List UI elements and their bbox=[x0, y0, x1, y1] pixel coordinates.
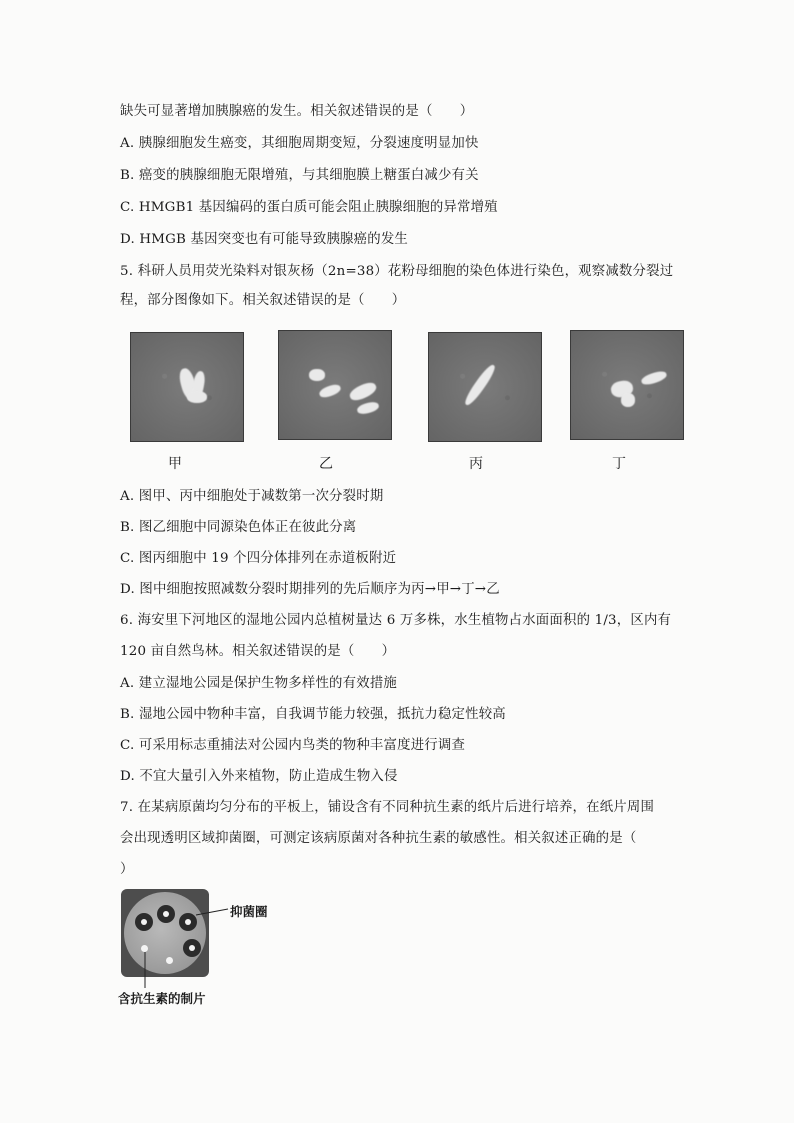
question-6-line-2: 120 亩自然鸟林。相关叙述错误的是（ ） bbox=[120, 644, 396, 659]
micrograph-ding bbox=[570, 330, 684, 440]
question-7-line-1: 7. 在某病原菌均匀分布的平板上，铺设含有不同种抗生素的纸片后进行培养，在纸片周围 bbox=[120, 800, 655, 815]
question-6-line-1: 6. 海安里下河地区的湿地公园内总植树量达 6 万多株，水生植物占水面面积的 1/3，区内有 bbox=[120, 613, 672, 628]
option-a-q5: A. 图甲、丙中细胞处于减数第一次分裂时期 bbox=[120, 489, 384, 504]
option-b-q6: B. 湿地公园中物种丰富，自我调节能力较强，抵抗力稳定性较高 bbox=[120, 707, 506, 722]
micrograph-yi bbox=[278, 330, 392, 440]
antibiotic-disc bbox=[166, 957, 173, 964]
antibiotic-disc bbox=[141, 945, 148, 952]
option-b-q5: B. 图乙细胞中同源染色体正在彼此分离 bbox=[120, 520, 357, 535]
option-b-q4: B. 癌变的胰腺细胞无限增殖，与其细胞膜上糖蛋白减少有关 bbox=[120, 168, 479, 183]
inhibition-zone bbox=[183, 939, 201, 957]
text-line-1: 缺失可显著增加胰腺癌的发生。相关叙述错误的是（ ） bbox=[120, 104, 474, 119]
question-5-line-2: 程，部分图像如下。相关叙述错误的是（ ） bbox=[120, 293, 406, 308]
option-c-q4: C. HMGB1 基因编码的蛋白质可能会阻止胰腺细胞的异常增殖 bbox=[120, 200, 498, 215]
inhibition-zone bbox=[157, 905, 175, 923]
option-d-q6: D. 不宜大量引入外来植物，防止造成生物入侵 bbox=[120, 769, 398, 784]
label-yi: 乙 bbox=[319, 456, 333, 472]
label-antibiotic-disc: 含抗生素的制片 bbox=[118, 991, 206, 1006]
option-c-q5: C. 图丙细胞中 19 个四分体排列在赤道板附近 bbox=[120, 551, 397, 566]
label-ding: 丁 bbox=[612, 456, 626, 472]
label-bing: 丙 bbox=[469, 456, 483, 472]
micrograph-jia bbox=[130, 332, 244, 442]
question-5-line-1: 5. 科研人员用荧光染料对银灰杨（2n=38）花粉母细胞的染色体进行染色，观察减数分裂过 bbox=[120, 264, 674, 279]
option-d-q4: D. HMGB 基因突变也有可能导致胰腺癌的发生 bbox=[120, 232, 409, 247]
option-a-q4: A. 胰腺细胞发生癌变，其细胞周期变短，分裂速度明显加快 bbox=[120, 136, 479, 151]
micrograph-bing bbox=[428, 332, 542, 442]
question-7-line-3: ） bbox=[120, 862, 134, 877]
option-a-q6: A. 建立湿地公园是保护生物多样性的有效措施 bbox=[120, 676, 398, 691]
question-7-line-2: 会出现透明区域抑菌圈，可测定该病原菌对各种抗生素的敏感性。相关叙述正确的是（ bbox=[120, 831, 637, 846]
petri-dish-photo bbox=[121, 889, 209, 977]
inhibition-zone bbox=[179, 913, 197, 931]
option-c-q6: C. 可采用标志重捕法对公园内鸟类的物种丰富度进行调查 bbox=[120, 738, 466, 753]
option-d-q5: D. 图中细胞按照减数分裂时期排列的先后顺序为丙→甲→丁→乙 bbox=[120, 582, 500, 597]
label-inhibition-zone: 抑菌圈 bbox=[230, 904, 268, 919]
label-jia: 甲 bbox=[168, 456, 182, 472]
inhibition-zone bbox=[135, 913, 153, 931]
